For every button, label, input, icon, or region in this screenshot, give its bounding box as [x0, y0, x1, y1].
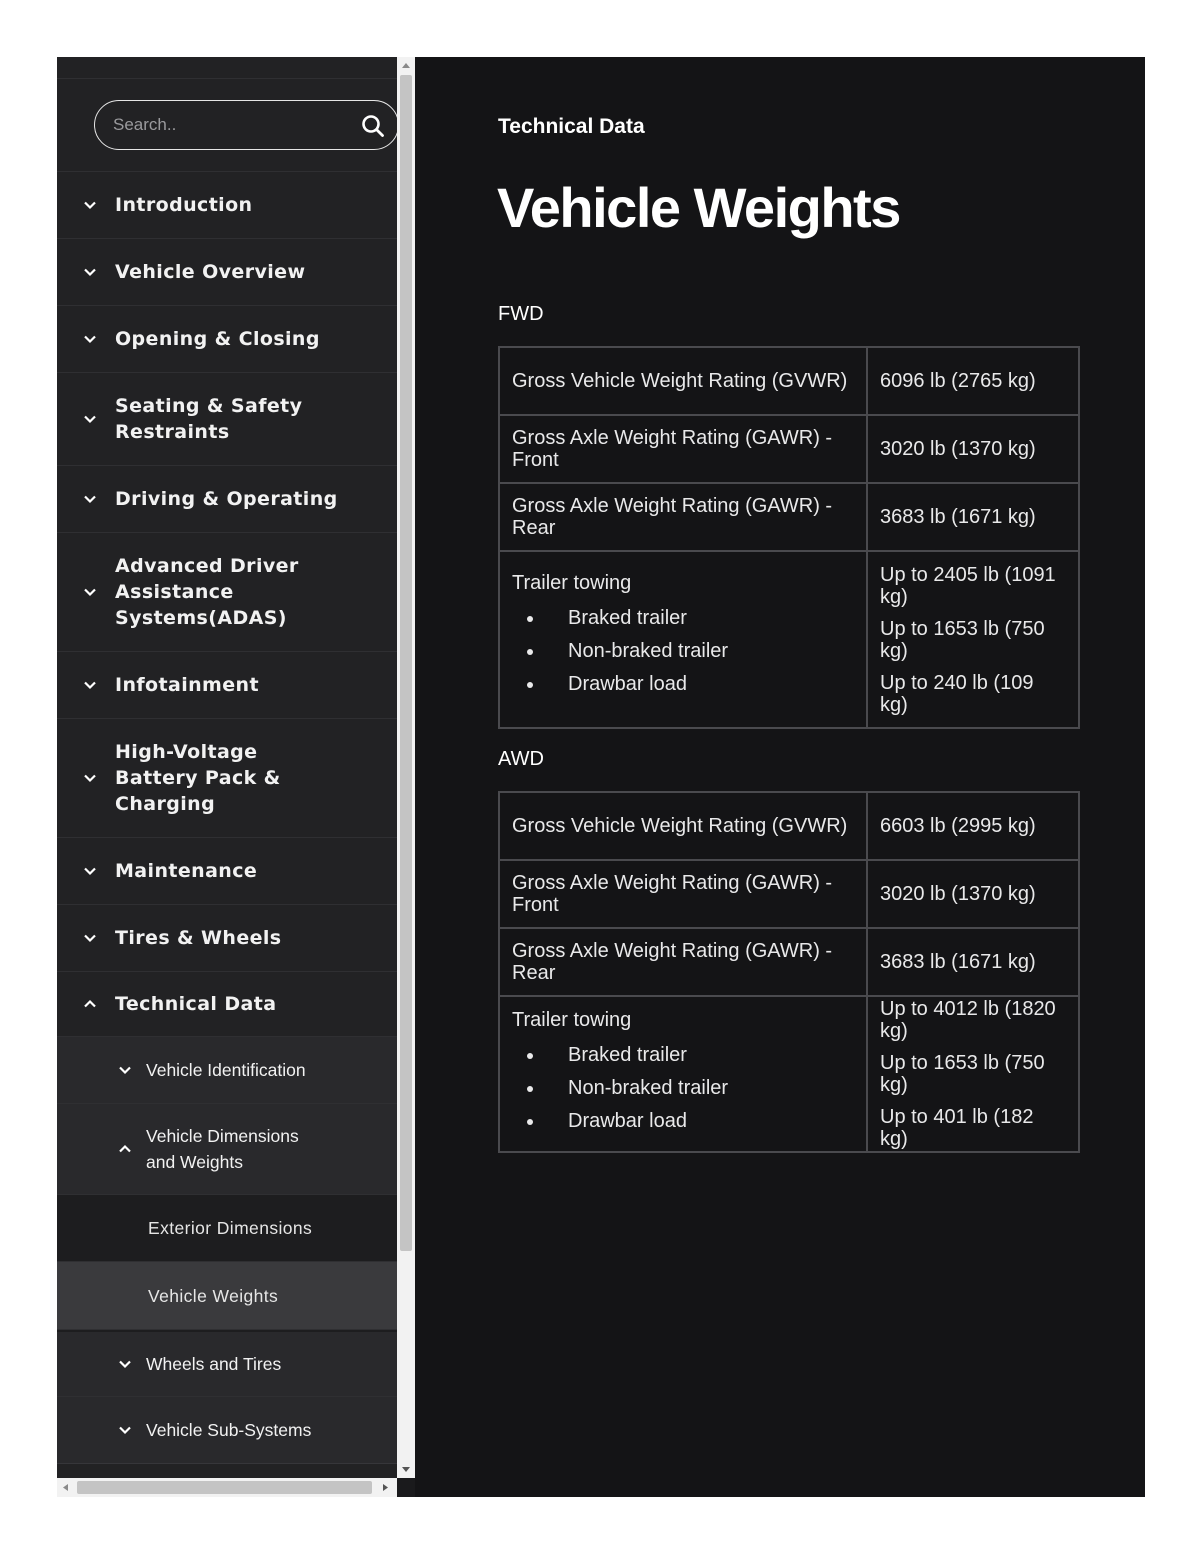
- table-cell-label: Gross Vehicle Weight Rating (GVWR): [499, 347, 867, 415]
- table-cell-value: 6603 lb (2995 kg): [867, 792, 1079, 860]
- table-row-towing: [499, 996, 1079, 1152]
- sidebar-subitem-label: Vehicle Identification: [146, 1060, 306, 1080]
- sidebar-subitem-vehicle-identification[interactable]: [57, 1037, 397, 1104]
- table-row: [499, 860, 1079, 928]
- table-cell-value: 3020 lb (1370 kg): [867, 860, 1079, 928]
- sidebar-item-adas[interactable]: [57, 533, 397, 652]
- sidebar-item-infotainment[interactable]: [57, 652, 397, 719]
- search-icon[interactable]: [361, 114, 385, 138]
- sidebar-item-label: Driving & Operating: [115, 488, 338, 510]
- chevron-down-icon: [117, 1062, 133, 1078]
- towing-list: [512, 1044, 854, 1143]
- towing-value: Up to 401 lb (182 kg): [880, 1106, 1034, 1150]
- sidebar-subitem-dimensions-weights[interactable]: [57, 1104, 397, 1195]
- table-cell-value: [867, 551, 1079, 728]
- chevron-down-icon: [117, 1356, 133, 1372]
- search-area: [57, 79, 397, 172]
- chevron-down-icon: [117, 1422, 133, 1438]
- chevron-down-icon: [82, 863, 98, 879]
- page-title: Vehicle Weights: [497, 176, 900, 239]
- sidebar: [57, 57, 397, 1478]
- table-cell-value: 3683 lb (1671 kg): [867, 928, 1079, 996]
- table-row: [499, 415, 1079, 483]
- towing-value: Up to 2405 lb (1091 kg): [880, 563, 1056, 608]
- chevron-up-icon: [82, 996, 98, 1012]
- sidebar-leaf-label: Vehicle Weights: [148, 1285, 279, 1306]
- table-cell-value: 3683 lb (1671 kg): [867, 483, 1079, 551]
- breadcrumb[interactable]: Technical Data: [498, 115, 645, 138]
- sidebar-item-label: Introduction: [115, 194, 253, 216]
- sidebar-item-introduction[interactable]: [57, 172, 397, 239]
- table-cell-label: Gross Axle Weight Rating (GAWR) - Front: [499, 415, 867, 483]
- chevron-down-icon: [82, 197, 98, 213]
- sidebar-item-label: Maintenance: [115, 860, 258, 882]
- sidebar-item-tires-wheels[interactable]: [57, 905, 397, 972]
- table-row: [499, 792, 1079, 860]
- sidebar-item-label: Seating & Safety Restraints: [115, 395, 303, 443]
- section-title-awd: AWD: [498, 748, 544, 770]
- sidebar-item-hv-battery[interactable]: [57, 719, 397, 838]
- chevron-down-icon: [82, 770, 98, 786]
- sidebar-subitem-wheels-tires[interactable]: [57, 1330, 397, 1397]
- list-item: Braked trailer: [512, 1044, 854, 1077]
- section-title-fwd: FWD: [498, 303, 544, 325]
- table-cell-label: Gross Axle Weight Rating (GAWR) - Front: [499, 860, 867, 928]
- towing-label: Trailer towing: [512, 1009, 632, 1031]
- sidebar-item-maintenance[interactable]: [57, 838, 397, 905]
- list-item: Non-braked trailer: [512, 640, 854, 673]
- sidebar-vertical-scrollbar[interactable]: [397, 57, 415, 1478]
- towing-list: [512, 607, 854, 706]
- sidebar-item-label: Vehicle Overview: [115, 261, 306, 283]
- sidebar-item-vehicle-overview[interactable]: [57, 239, 397, 306]
- chevron-down-icon: [82, 584, 98, 600]
- table-cell-label: Gross Axle Weight Rating (GAWR) - Rear: [499, 483, 867, 551]
- chevron-down-icon: [82, 930, 98, 946]
- sidebar-leaf-exterior-dimensions[interactable]: [57, 1195, 397, 1262]
- list-item: Drawbar load: [512, 1110, 854, 1143]
- table-row: [499, 928, 1079, 996]
- search-box[interactable]: [94, 100, 397, 150]
- scroll-up-arrow-icon[interactable]: [397, 57, 415, 74]
- sidebar-item-seating-safety[interactable]: [57, 373, 397, 466]
- vertical-scroll-thumb[interactable]: [400, 75, 412, 1251]
- table-cell-label: Gross Vehicle Weight Rating (GVWR): [499, 792, 867, 860]
- sidebar-subitem-label: Vehicle Dimensions and Weights: [146, 1126, 299, 1172]
- sidebar-leaf-vehicle-weights[interactable]: [57, 1262, 397, 1330]
- sidebar-item-technical-data[interactable]: [57, 972, 397, 1037]
- towing-value: Up to 1653 lb (750 kg): [880, 617, 1045, 662]
- table-cell-label: [499, 551, 867, 728]
- sidebar-top-divider: [57, 57, 397, 79]
- table-row: [499, 347, 1079, 415]
- awd-weights-table: [498, 791, 1080, 1153]
- search-input[interactable]: [113, 113, 343, 137]
- sidebar-subitem-sub-systems[interactable]: [57, 1397, 397, 1464]
- table-cell-label: [499, 996, 867, 1152]
- sidebar-subitem-label: Vehicle Sub-Systems: [146, 1420, 312, 1440]
- list-item: Braked trailer: [512, 607, 854, 640]
- sidebar-item-label: Infotainment: [115, 674, 259, 696]
- chevron-down-icon: [82, 411, 98, 427]
- sidebar-item-label: Opening & Closing: [115, 328, 320, 350]
- horizontal-scroll-thumb[interactable]: [77, 1481, 372, 1494]
- sidebar-item-label: Technical Data: [115, 993, 277, 1015]
- chevron-up-icon: [117, 1141, 133, 1157]
- list-item: Drawbar load: [512, 673, 854, 706]
- chevron-down-icon: [82, 677, 98, 693]
- list-item: Non-braked trailer: [512, 1077, 854, 1110]
- scroll-down-arrow-icon[interactable]: [397, 1461, 415, 1478]
- scroll-right-arrow-icon[interactable]: [377, 1479, 394, 1496]
- sidebar-item-label: Advanced Driver Assistance Systems(ADAS): [115, 555, 299, 629]
- table-cell-value: 3020 lb (1370 kg): [867, 415, 1079, 483]
- fwd-weights-table: [498, 346, 1080, 729]
- sidebar-leaf-label: Exterior Dimensions: [148, 1218, 313, 1238]
- towing-value: Up to 1653 lb (750 kg): [880, 1052, 1045, 1096]
- towing-value: Up to 4012 lb (1820 kg): [880, 998, 1056, 1042]
- towing-value: Up to 240 lb (109 kg): [880, 671, 1034, 716]
- chevron-down-icon: [82, 331, 98, 347]
- sidebar-item-label: High-Voltage Battery Pack & Charging: [115, 741, 281, 815]
- towing-label: Trailer towing: [512, 572, 632, 594]
- table-row: [499, 483, 1079, 551]
- sidebar-item-opening-closing[interactable]: [57, 306, 397, 373]
- chevron-down-icon: [82, 491, 98, 507]
- sidebar-item-driving-operating[interactable]: [57, 466, 397, 533]
- table-cell-value: [867, 996, 1079, 1152]
- main-content: [415, 57, 1145, 1497]
- sidebar-subitem-label: Wheels and Tires: [146, 1354, 282, 1374]
- table-row-towing: [499, 551, 1079, 728]
- scroll-left-arrow-icon[interactable]: [57, 1479, 74, 1496]
- sidebar-item-label: Tires & Wheels: [115, 927, 282, 949]
- chevron-down-icon: [82, 264, 98, 280]
- sidebar-horizontal-scrollbar[interactable]: [57, 1478, 397, 1497]
- scrollbar-corner: [397, 1478, 415, 1497]
- table-cell-value: 6096 lb (2765 kg): [867, 347, 1079, 415]
- table-cell-label: Gross Axle Weight Rating (GAWR) - Rear: [499, 928, 867, 996]
